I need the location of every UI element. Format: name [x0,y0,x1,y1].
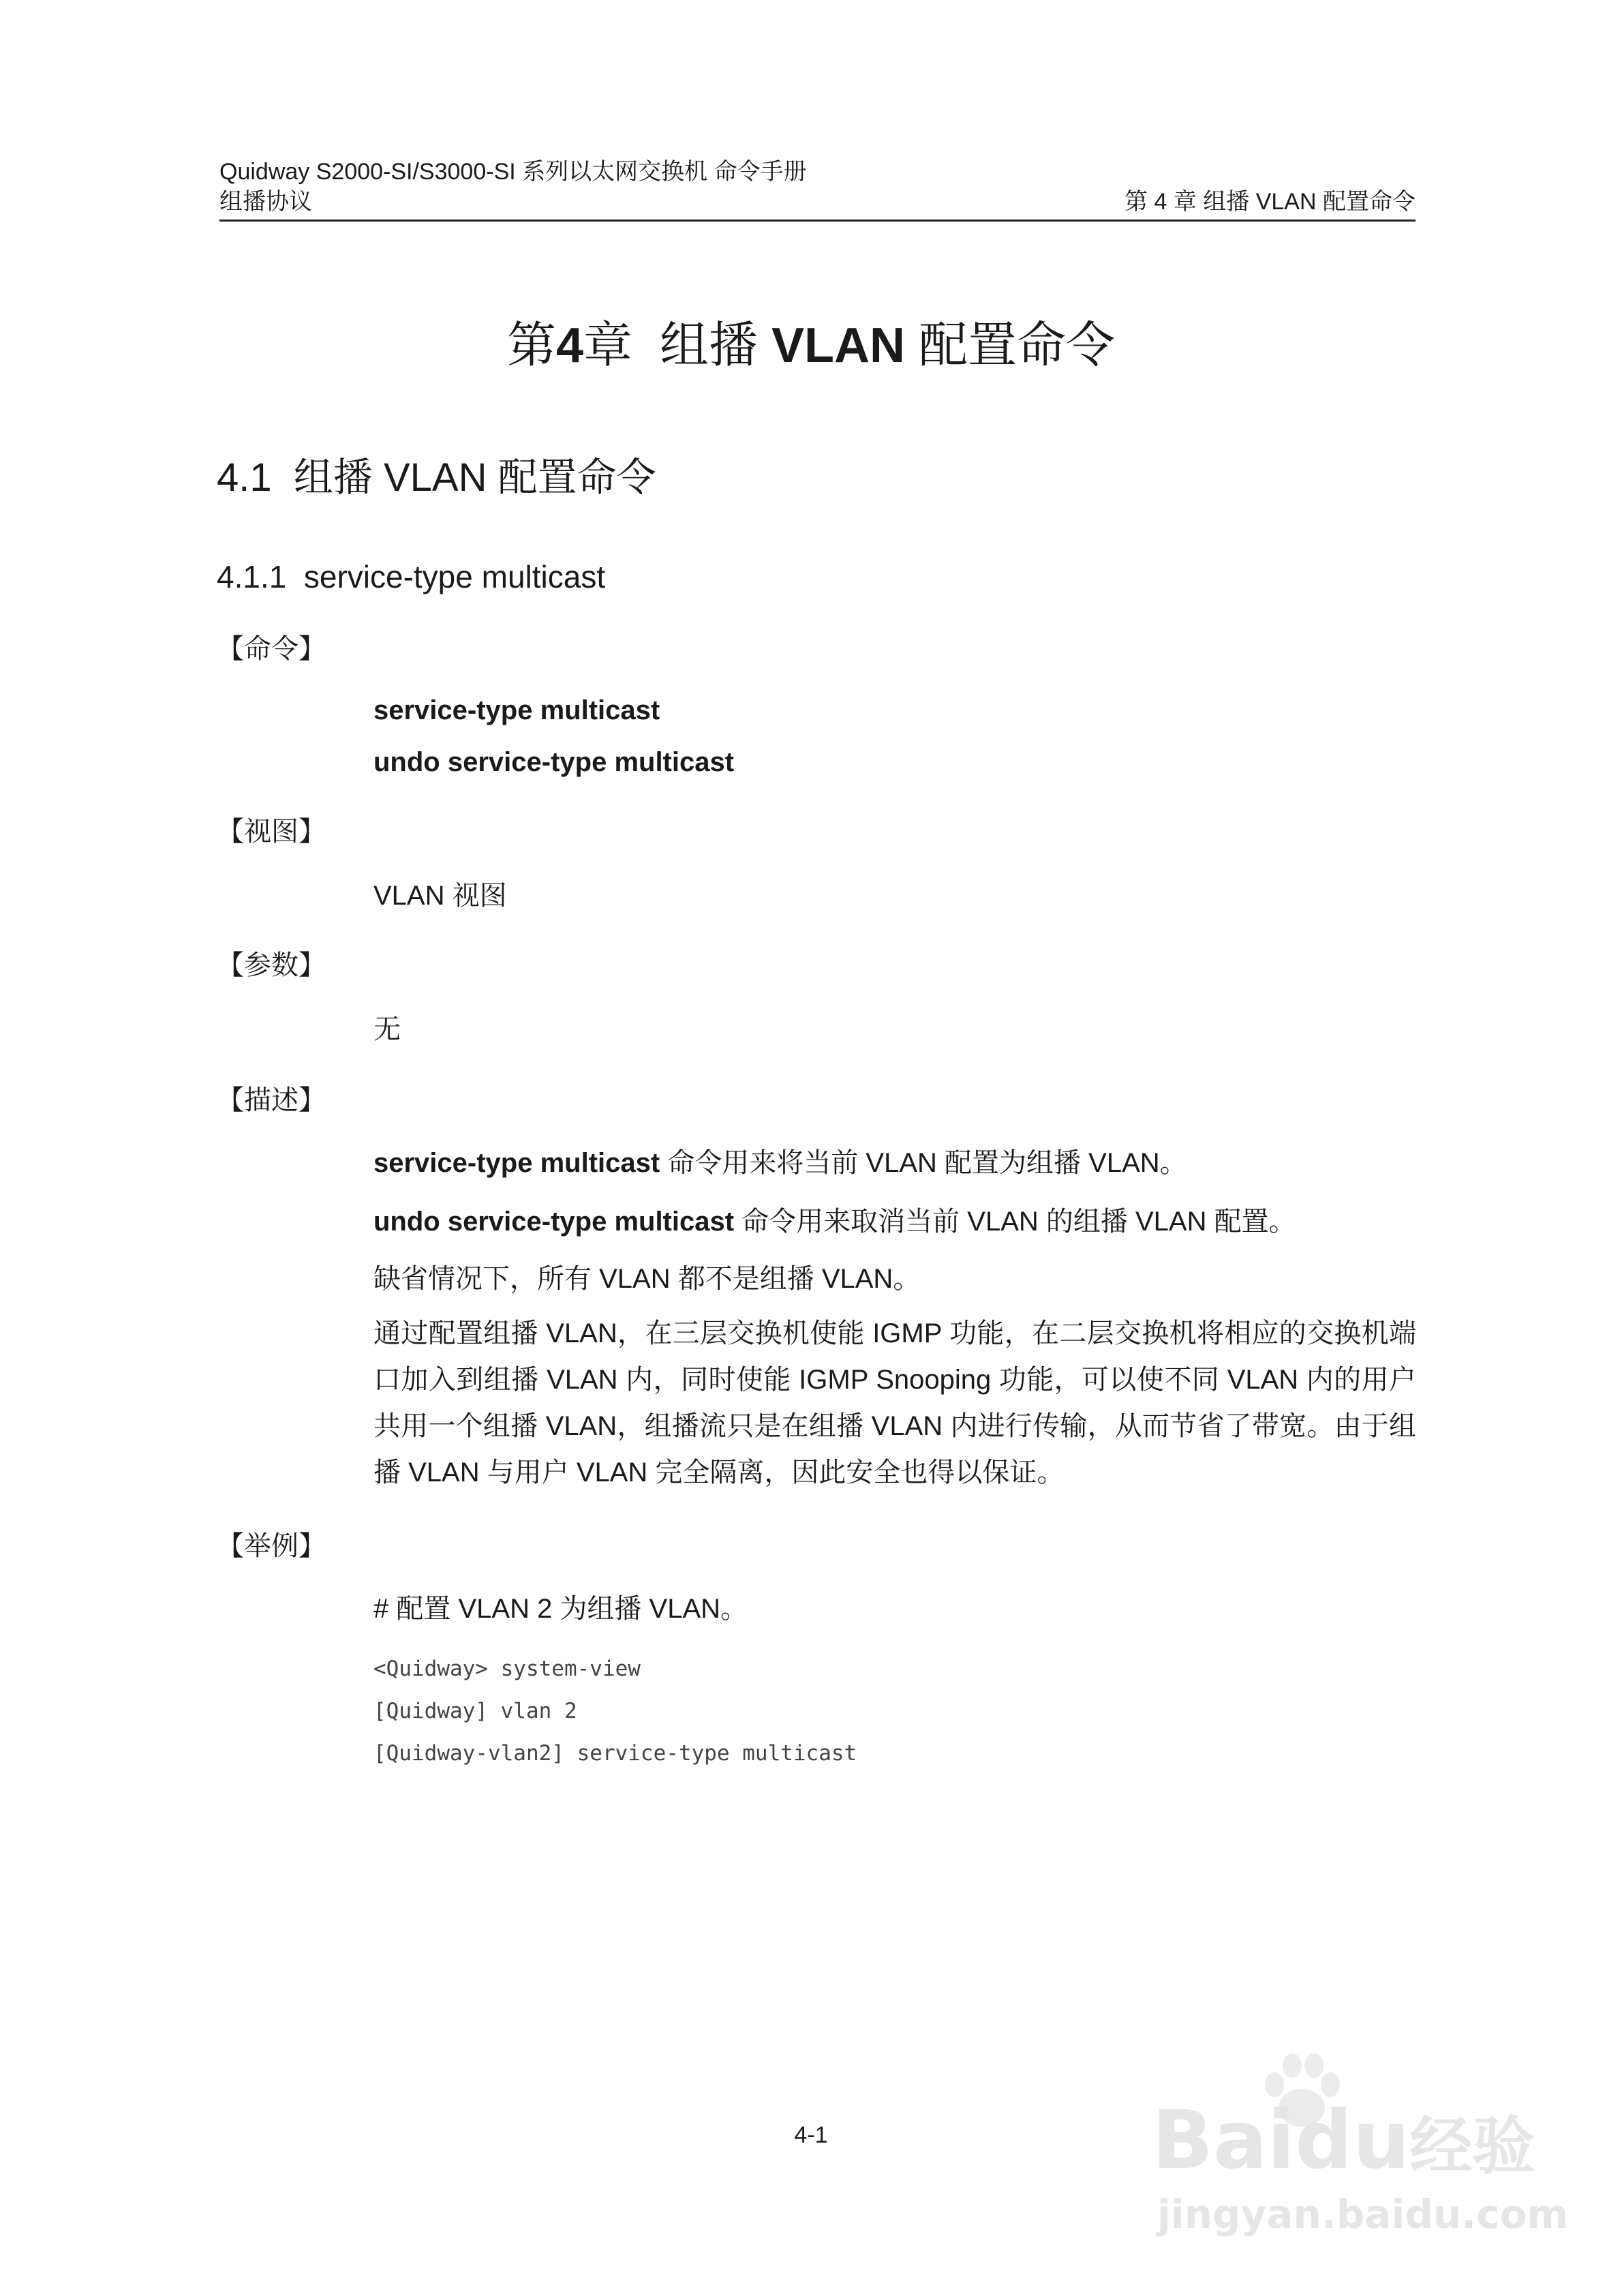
subsection-title: 4.1.1 service-type multicast [217,559,606,594]
section-title: 4.1 组播 VLAN 配置命令 [217,455,656,500]
view-value: VLAN 视图 [373,881,507,911]
watermark-url: jingyan.baidu.com [1157,2191,1568,2237]
desc-line-1-text: 命令用来将当前 VLAN 配置为组播 VLAN。 [660,1148,1187,1178]
params-value: 无 [373,1014,401,1044]
desc-paragraph: 通过配置组播 VLAN，在三层交换机使能 IGMP 功能，在二层交换机将相应的交换机端口加入到组播 VLAN 内，同时使能 IGMP Snooping 功能，可以使不同 VLAN 内的用户共用一个组播 VLAN，组播流只是在组播 VLAN 内进行传输，从而节省了带宽。由于组播 VLAN 与用户 VLAN 完全隔离，因此安全也得以保证。 [373,1318,1416,1487]
label-desc: 【描述】 [217,1085,326,1115]
chapter-suffix: 配置命令 [905,318,1116,373]
label-command: 【命令】 [217,634,326,664]
watermark-brand [1152,2093,1535,2187]
label-example: 【举例】 [217,1531,326,1561]
chapter-prefix: 第 [506,318,556,373]
chapter-mid: 章 组播 [583,318,772,373]
label-view: 【视图】 [217,817,326,847]
watermark-brand-2: du [1295,2093,1410,2187]
watermark [1152,2045,1568,2250]
header-chapter-ref: 第 4 章 组播 VLAN 配置命令 [1124,189,1416,215]
header-section: 组播协议 [219,189,312,215]
code-line-2: [Quidway] vlan 2 [373,1699,577,1723]
watermark-brand-1: Bai [1152,2093,1296,2187]
chapter-bold: VLAN [771,318,906,373]
watermark-brand-3: 经验 [1409,2110,1535,2183]
chapter-title [0,315,1622,376]
command-1: service-type multicast [373,695,660,725]
desc-line-1 [373,1147,1187,1179]
chapter-number: 4 [555,318,584,373]
header-title: Quidway S2000-SI/S3000-SI 系列以太网交换机 命令手册 [219,159,807,185]
desc-line-1-cmd: service-type multicast [373,1148,660,1178]
code-line-3: [Quidway-vlan2] service-type multicast [373,1741,857,1766]
command-2: undo service-type multicast [373,747,735,777]
desc-line-2-cmd: undo service-type multicast [373,1207,735,1237]
code-line-1: <Quidway> system-view [373,1657,641,1681]
desc-line-3: 缺省情况下，所有 VLAN 都不是组播 VLAN。 [373,1264,921,1294]
desc-line-2-text: 命令用来取消当前 VLAN 的组播 VLAN 配置。 [734,1207,1296,1237]
example-intro: # 配置 VLAN 2 为组播 VLAN。 [373,1594,748,1624]
desc-line-2 [373,1205,1296,1238]
header-rule [219,220,1416,222]
label-params: 【参数】 [217,950,326,980]
page-number: 4-1 [794,2122,828,2148]
